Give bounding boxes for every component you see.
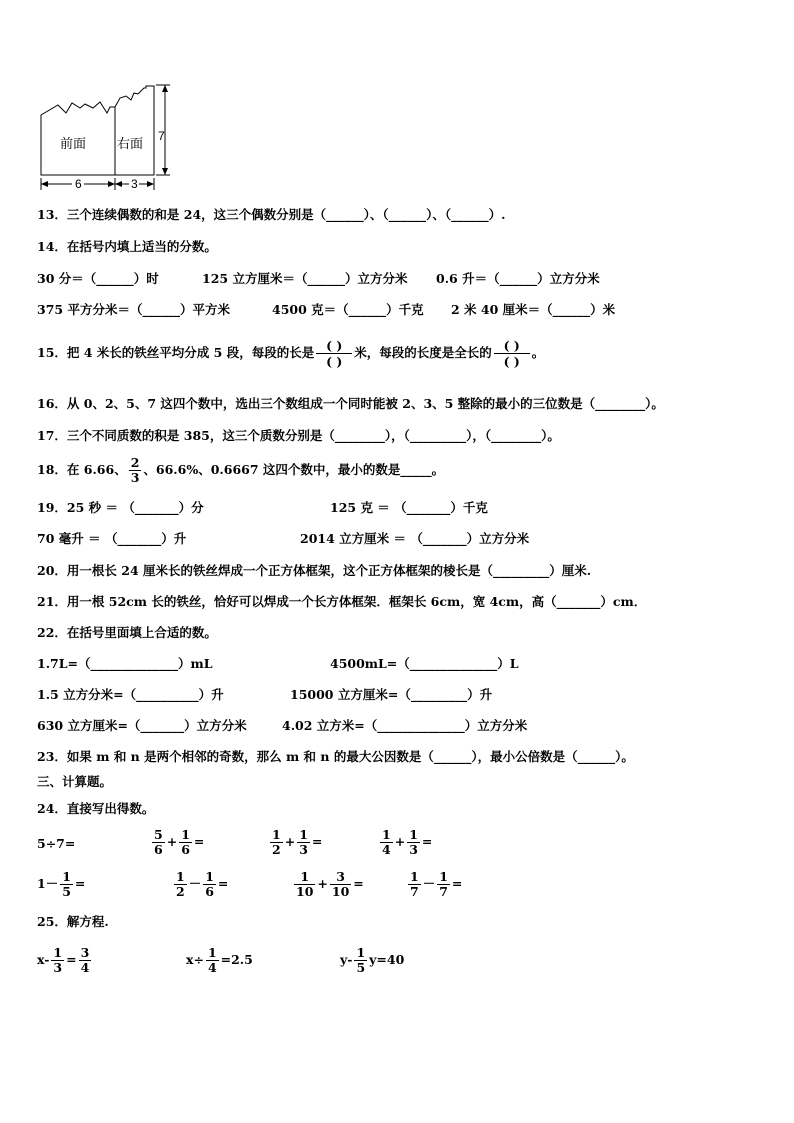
height-label: 7	[158, 129, 165, 143]
q18-fraction: $\frac{2}{3}$	[130, 455, 140, 485]
section-3-heading: 三、计算题。	[37, 774, 113, 789]
q22-r1-b: 4500mL=（______________）L	[330, 656, 519, 671]
q14-r1-c: 0.6 升＝（______）立方分米	[436, 271, 600, 286]
q24-r2-2: $\frac{1}{2}$ － $\frac{1}{6}$ =	[176, 869, 229, 899]
q24-r1-3: $\frac{1}{2}$ + $\frac{1}{3}$ =	[272, 827, 323, 857]
width2-label: 3	[131, 177, 138, 191]
q24-r2-3: $\frac{1}{10}$ + $\frac{3}{10}$ =	[296, 869, 364, 899]
q18: 18．在 6.66、 $\frac{2}{3}$ 、66.6%、0.6667 这四个数中，最小的数是_____。	[37, 455, 445, 485]
q20: 20．用一根长 24 厘米长的铁丝焊成一个正方体框架，这个正方体框架的棱长是（_________）厘米.	[37, 563, 592, 578]
q15-c: 。	[531, 345, 545, 360]
box-figure	[30, 80, 180, 195]
q19-r1-a: 19．25 秒 ＝ （_______）分	[37, 500, 204, 515]
q25-title: 25．解方程.	[37, 914, 109, 929]
q19-r2-a: 70 毫升 ＝ （_______）升	[37, 531, 187, 546]
q15	[37, 338, 544, 369]
right-label: 右面	[117, 136, 144, 151]
q25-eq-1: x- $\frac{1}{3}$ = $\frac{3}{4}$	[37, 945, 90, 975]
q22-r3-b: 4.02 立方米=（______________）立方分米	[282, 718, 528, 733]
q25-eq-3: y- $\frac{1}{5}$ y=40	[340, 945, 405, 975]
q14-r2-b: 4500 克＝（______）千克	[272, 302, 424, 317]
q24-r2-1: 1－ $\frac{1}{5}$ =	[37, 869, 86, 899]
q13: 13．三个连续偶数的和是 24，这三个偶数分别是（______）、（______）、（______）.	[37, 207, 506, 222]
q14-r1-a: 30 分＝（______）时	[37, 271, 159, 286]
q14-r2-a: 375 平方分米＝（______）平方米	[37, 302, 230, 317]
q22-r2-b: 15000 立方厘米=（_________）升	[290, 687, 493, 702]
q14-r2-c: 2 米 40 厘米＝（______）米	[451, 302, 616, 317]
q14-r1-b: 125 立方厘米＝（______）立方分米	[202, 271, 408, 286]
q22-r1-a: 1.7L=（______________）mL	[37, 656, 213, 671]
q24-title: 24．直接写出得数。	[37, 801, 155, 816]
q21: 21．用一根 52cm 长的铁丝，恰好可以焊成一个长方体框架．框架长 6cm，宽 4cm，高（_______）cm．	[37, 594, 647, 609]
q15-b: 米，每段的长度是全长的	[354, 345, 492, 360]
q17: 17．三个不同质数的积是 385，这三个质数分别是（________），（_________），（________）。	[37, 428, 560, 443]
front-label: 前面	[60, 136, 87, 151]
q15-blank-frac-2: ( ) ( )	[494, 338, 530, 369]
q19-r2-b: 2014 立方厘米 ＝ （_______）立方分米	[300, 531, 530, 546]
q19-r1-b: 125 克 ＝ （_______）千克	[330, 500, 488, 515]
q24-r1-2: $\frac{5}{6}$ + $\frac{1}{6}$ =	[154, 827, 205, 857]
width1-label: 6	[75, 177, 82, 191]
q22-r3-a: 630 立方厘米=（_______）立方分米	[37, 718, 247, 733]
q22-title: 22．在括号里面填上合适的数。	[37, 625, 217, 640]
q15-blank-frac-1: ( ) ( )	[316, 338, 352, 369]
q24-r1-1: 5÷7=	[37, 836, 76, 851]
q16: 16．从 0、2、5、7 这四个数中，选出三个数组成一个同时能被 2、3、5 整除的最小的三位数是（________）。	[37, 396, 664, 411]
q15-a: 15．把 4 米长的铁丝平均分成 5 段，每段的长是	[37, 345, 315, 360]
q22-r2-a: 1.5 立方分米=（__________）升	[37, 687, 224, 702]
q23: 23．如果 m 和 n 是两个相邻的奇数，那么 m 和 n 的最大公因数是（______），最小公倍数是（______）。	[37, 749, 634, 764]
q14-title: 14．在括号内填上适当的分数。	[37, 239, 217, 254]
q24-r2-4: $\frac{1}{7}$ － $\frac{1}{7}$ =	[410, 869, 463, 899]
q24-r1-4: $\frac{1}{4}$ + $\frac{1}{3}$ =	[382, 827, 433, 857]
q25-eq-2: x÷ $\frac{1}{4}$ =2.5	[186, 945, 253, 975]
